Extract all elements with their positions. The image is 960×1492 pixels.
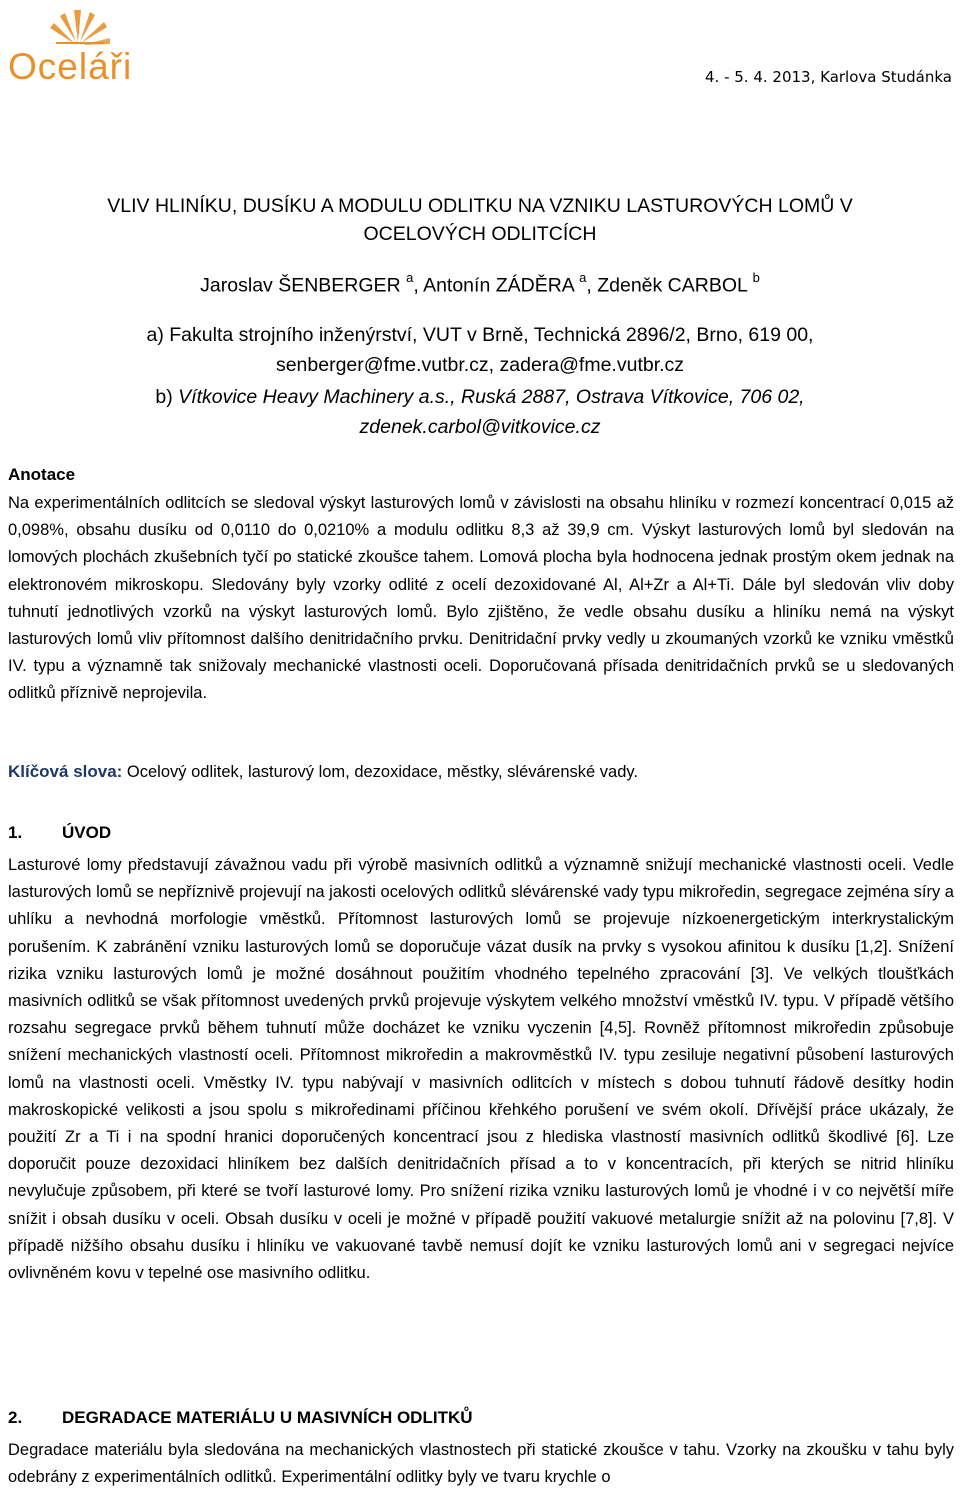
title-line-2: OCELOVÝCH ODLITCÍCH bbox=[363, 223, 597, 245]
section-2-number: 2. bbox=[8, 1408, 23, 1427]
author-3: , Zdeněk CARBOL bbox=[586, 274, 748, 297]
abstract-text: Na experimentálních odlitcích se sledoval výskyt lasturových lomů v závislosti na obsahu hliníku v rozmezí koncentrací 0,015 až 0,098%, obsahu dusíku od 0,0110 do 0,0210% a modulu odlitku 8,3 až 39,9 cm. Výskyt lasturových lomů byl sledován na lomových plochách zkušebních tyčí po statické zkoušce tahem. Lomová plocha byla hodnocena jednak prostým okem jednak na elektronovém mikroskopu. Sledovány byly vzorky odlité z ocelí dezoxidované Al, Al+Zr a Al+Ti. Dále byl sledován vliv doby tuhnutí jednotlivých vzorků na výskyt lasturových lomů. Bylo zjištěno, že vedle obsahu dusíku a hliníku nemá na výskyt lasturových lomů vliv přítomnost dalšího denitridačního prvku. Denitridační prvky vedly u zkoumaných vzorků ke vzniku vměstků IV. typu a významně tak snižovaly mechanické vlastnosti oceli. Doporučovaná přísada denitridačních prvků se u sledovaných odlitků příznivě neprojevila. bbox=[8, 494, 954, 703]
section-1-heading bbox=[8, 823, 111, 843]
affiliation-b-prefix: b) bbox=[155, 386, 179, 408]
conference-date: 4. - 5. 4. 2013, Karlova Studánka bbox=[705, 68, 952, 86]
section-2-text: Degradace materiálu byla sledována na mechanických vlastnostech při statické zkoušce v tahu. Vzorky na zkoušku v tahu byly odebrány z experimentálních odlitků. Experimentální odlitky byly ve tvaru krychle o bbox=[8, 1441, 954, 1487]
author-2: , Antonín ZÁDĚRA bbox=[413, 274, 574, 297]
logo-wordmark: Oceláři bbox=[8, 46, 133, 87]
keywords-label: Klíčová slova: bbox=[8, 762, 123, 781]
affiliation-a-line-2: senberger@fme.vutbr.cz, zadera@fme.vutbr.cz bbox=[275, 354, 685, 376]
affiliation-b bbox=[0, 382, 960, 442]
affiliation-b-line-2: zdenek.carbol@vitkovice.cz bbox=[359, 416, 601, 438]
affiliation-b-line-1: Vítkovice Heavy Machinery a.s., Ruská 2887, Ostrava Vítkovice, 706 02, bbox=[178, 386, 805, 408]
authors bbox=[0, 266, 960, 300]
section-1-text: Lasturové lomy představují závažnou vadu při výrobě masivních odlitků a významně snižují mechanické vlastnosti oceli. Vedle lasturových lomů se nepříznivě projevují na jakosti ocelových odlitků slévárenské vady typu mikroředin, segregace zejména síry a uhlíku a nevhodná morfologie vměstků. Přítomnost lasturových lomů se projevuje nízkoenergetickým interkrystalickým porušením. K zabránění vzniku lasturových lomů se doporučuje vázat dusík na prvky s vysokou afinitou k dusíku [1,2]. Snížení rizika vzniku lasturových lomů je možné dosáhnout použitím vhodného tepelného zpracování [3]. Ve velkých tloušťkách masivních odlitků se však přítomnost uvedených prvků projevuje výskytem velkého množství vměstků IV. typu. V případě většího rozsahu segregace prvků během tuhnutí může docházet ke vzniku vyczenin [4,5]. Rovněž přítomnost mikroředin způsobuje snížení mechanických vlastností oceli. Přítomnost mikroředin a makrovměstků IV. typu zesiluje negativní působení lasturových lomů na vlastnosti oceli. Vměstky IV. typu nabývají v masivních odlitcích v místech s dobou tuhnutí řádově desítky hodin makroskopické velikosti a jsou spolu s mikroředinami příčinou křehkého porušení ve svém okolí. Dřívější práce ukázaly, že použití Zr a Ti i na spodní hranici doporučených koncentrací jsou z hlediska vlastností masivních odlitků škodlivé [6]. Lze doporučit pouze dezoxidaci hliníkem bez dalších denitridačních přísad a to v koncentracích, při kterých se nitrid hliníku nevylučuje způsobem, při které se tvoří lasturové lomy. Pro snížení rizika vzniku lasturových lomů je vhodné i v co největší míře snížit i obsah dusíku v oceli. Obsah dusíku v oceli je možné v případě použití vakuové metalurgie snížit až na polovinu [7,8]. V případě nižšího obsahu dusíku i hliníku ve vakuované tavbě nemusí dojít ke vzniku lasturových lomů ani v segregaci nejvíce ovlivněném kovu v tepelné ose masivního odlitku. bbox=[8, 856, 954, 1283]
affiliation-a-line-1: a) Fakulta strojního inženýrství, VUT v Brně, Technická 2896/2, Brno, 619 00, bbox=[146, 324, 814, 346]
keywords bbox=[8, 762, 638, 782]
abstract-heading: Anotace bbox=[8, 465, 76, 484]
section-1-number: 1. bbox=[8, 823, 23, 842]
author-2-affil: a bbox=[579, 270, 587, 285]
keywords-text: Ocelový odlitek, lasturový lom, dezoxidace, městky, slévárenské vady. bbox=[122, 763, 639, 781]
section-2-title: DEGRADACE MATERIÁLU U MASIVNÍCH ODLITKŮ bbox=[62, 1408, 473, 1427]
section-2-heading bbox=[8, 1408, 473, 1428]
affiliation-a bbox=[0, 320, 960, 380]
paper-title bbox=[0, 192, 960, 248]
author-1: Jaroslav ŠENBERGER bbox=[200, 274, 401, 297]
author-1-affil: a bbox=[406, 270, 414, 285]
author-3-affil: b bbox=[752, 270, 760, 285]
title-line-1: VLIV HLINÍKU, DUSÍKU A MODULU ODLITKU NA VZNIKU LASTUROVÝCH LOMŮ V bbox=[107, 195, 853, 217]
section-1-title: ÚVOD bbox=[62, 823, 112, 842]
